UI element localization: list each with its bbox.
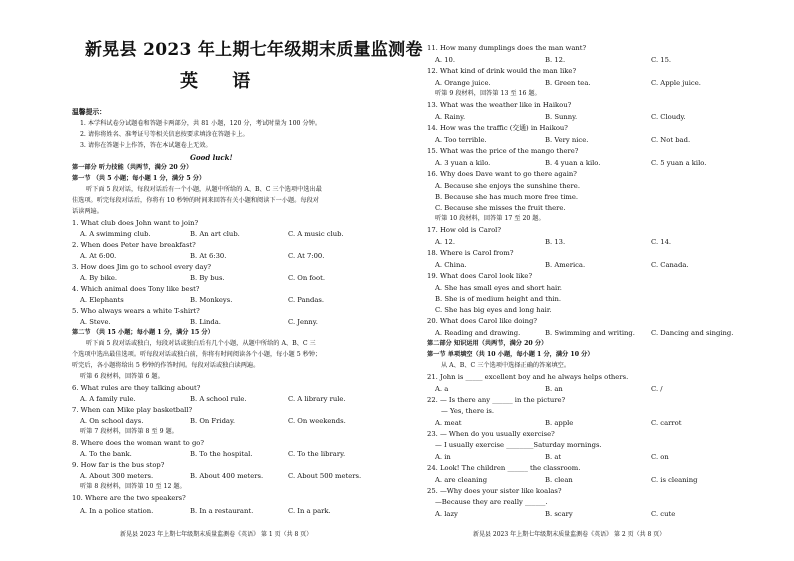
part1-sec1-intro: 佳选项。听完每段对话后，你将有 10 秒钟的时间来回答有关小题和阅读下一小题。每段对	[72, 197, 319, 204]
part1-sec2-heading: 第二节 （共 15 小题；每小题 1 分，满分 15 分）	[72, 329, 214, 336]
question: 20. What does Carol like doing?	[427, 317, 537, 325]
question: 16. Why does Dave want to go there again?	[427, 170, 577, 178]
option-c: C. carrot	[651, 419, 682, 427]
option-b: B. She is of medium height and thin.	[435, 295, 562, 303]
question: 12. What kind of drink would the man like?	[427, 67, 577, 75]
option-b: B. an	[545, 385, 563, 393]
option-a: A. Because she enjoys the sunshine there.	[435, 182, 580, 190]
notice-item: 3. 请你在答题卡上作答，答在本试题卷上无效。	[80, 142, 212, 149]
option-c: C. 14.	[651, 238, 672, 246]
option-a: A. A family rule.	[80, 395, 136, 403]
question: 24. Look! The children ______ the classroom.	[427, 464, 581, 472]
notice-item: 2. 请你将姓名、准考证号等相关信息按要求填涂在答题卡上。	[80, 131, 249, 138]
option-b: B. at	[545, 453, 562, 461]
option-b: B. Sunny.	[545, 113, 578, 121]
option-a: A. lazy	[435, 510, 458, 518]
option-a: A. 3 yuan a kilo.	[435, 159, 491, 167]
option-c: C. cute	[651, 510, 676, 518]
question: 25. —Why does your sister like koalas?	[427, 487, 562, 495]
option-b: B. 13.	[545, 238, 566, 246]
question: 1. What club does John want to join?	[72, 219, 199, 227]
option-a: A. meat	[435, 419, 462, 427]
question-line: — Yes, there is.	[441, 407, 495, 415]
part1-sec2-intro: 听完后，各小题将给出 5 秒钟的作答时间。每段对话或独白读两遍。	[72, 362, 260, 369]
option-a: A. Reading and drawing.	[435, 329, 521, 337]
option-c: C. To the library.	[288, 450, 346, 458]
question: 6. What rules are they talking about?	[72, 384, 201, 392]
part1-heading: 第一部分 听力技能（共两节，满分 20 分）	[72, 164, 193, 171]
part1-sec1-intro: 话读两遍。	[72, 208, 103, 215]
option-a: A. a	[435, 385, 449, 393]
option-a: A. At 6:00.	[80, 252, 117, 260]
option-c: C. is cleaning	[651, 476, 698, 484]
listening-instruction: 听第 6 段材料，回答第 6 题。	[80, 373, 164, 380]
question: 11. How many dumplings does the man want?	[427, 44, 587, 52]
question: 3. How does Jim go to school every day?	[72, 263, 212, 271]
part1-sec2-intro: 听下面 5 段对话或独白，每段对话或独白后有几个小题，从题中所给的 A、B、C 三	[86, 340, 316, 347]
option-b: B. About 400 meters.	[190, 472, 264, 480]
option-b: B. Very nice.	[545, 136, 589, 144]
option-c: C. Pandas.	[288, 296, 325, 304]
option-a: A. Orange juice.	[435, 79, 491, 87]
good-luck: Good luck!	[190, 153, 233, 162]
part1-sec2-intro: 个选项中选出最佳选项。听每段对话或独白前，你将有时间阅读各个小题，每小题 5 秒钟；	[72, 351, 322, 358]
option-b: B. apple	[545, 419, 574, 427]
notice-heading: 温馨提示：	[72, 108, 106, 116]
question: 18. Where is Carol from?	[427, 249, 514, 257]
option-c: C. Cloudy.	[651, 113, 686, 121]
option-b: B. Because she has much more free time.	[435, 193, 579, 201]
option-b: B. 4 yuan a kilo.	[545, 159, 601, 167]
option-b: B. clean	[545, 476, 573, 484]
question: 2. When does Peter have breakfast?	[72, 241, 196, 249]
question: 8. Where does the woman want to go?	[72, 439, 205, 447]
question: 13. What was the weather like in Haikou?	[427, 101, 572, 109]
question: 7. When can Mike play basketball?	[72, 406, 193, 414]
page-title: 新晃县 2023 年上期七年级期末质量监测卷	[85, 40, 423, 60]
option-b: B. At 6:30.	[190, 252, 227, 260]
notice-item: 1. 本学科试卷分试题卷和答题卡两部分，共 81 小题，120 分，考试时量为 100 分钟。	[80, 120, 322, 127]
option-a: A. 12.	[435, 238, 456, 246]
option-c: C. Canada.	[651, 261, 689, 269]
option-a: A. are cleaning	[435, 476, 488, 484]
option-a: A. Too terrible.	[435, 136, 487, 144]
option-a: A. On school days.	[80, 417, 144, 425]
option-c: C. A music club.	[288, 230, 344, 238]
option-a: A. By bike.	[80, 274, 118, 282]
option-a: A. in	[435, 453, 451, 461]
part1-sec1-heading: 第一节 （共 5 小题；每小题 1 分，满分 5 分）	[72, 175, 206, 182]
option-b: B. Green tea.	[545, 79, 591, 87]
option-c: C. A library rule.	[288, 395, 346, 403]
option-b: B. On Friday.	[190, 417, 236, 425]
option-b: B. An art club.	[190, 230, 240, 238]
question: 4. Which animal does Tony like best?	[72, 285, 200, 293]
option-a: A. China.	[435, 261, 467, 269]
question-line: — I usually exercise ________Saturday mornings.	[435, 441, 602, 449]
option-c: C. on	[651, 453, 669, 461]
option-c: C. She has big eyes and long hair.	[435, 306, 552, 314]
question: 9. How far is the bus stop?	[72, 461, 165, 469]
option-a: A. In a police station.	[80, 507, 154, 515]
option-c: C. Not bad.	[651, 136, 691, 144]
option-a: A. 10.	[435, 56, 456, 64]
question: 22. — Is there any ______ in the picture?	[427, 396, 566, 404]
question-line: —Because they are really ______.	[435, 498, 548, 506]
option-c: C. Apple juice.	[651, 79, 701, 87]
option-c: C. 15.	[651, 56, 672, 64]
option-a: A. About 300 meters.	[80, 472, 154, 480]
option-c: C. Jenny.	[288, 318, 318, 326]
question: 5. Who always wears a white T-shirt?	[72, 307, 200, 315]
page-footer: 新晃县 2023 年上期七年级期末质量监测卷《英语》 第 1 页（共 8 页）	[120, 531, 313, 538]
option-b: B. Swimming and writing.	[545, 329, 635, 337]
page-right	[397, 0, 794, 561]
listening-instruction: 听第 7 段材料，回答第 8 至 9 题。	[80, 428, 178, 435]
part2-heading: 第二部分 知识运用（共两节，满分 20 分）	[427, 340, 548, 347]
question: 23. — When do you usually exercise?	[427, 430, 555, 438]
part1-sec1-intro: 听下面 5 段对话，每段对话后有一个小题，从题中所给的 A、B、C 三个选项中选出最	[86, 186, 322, 193]
option-a: A. A swimming club.	[80, 230, 151, 238]
option-c: C. Dancing and singing.	[651, 329, 734, 337]
question: 19. What does Carol look like?	[427, 272, 533, 280]
part2-sec1-heading: 第一节 单项填空（共 10 小题，每小题 1 分，满分 10 分）	[427, 351, 594, 358]
question: 14. How was the traffic (交通) in Haikou?	[427, 124, 568, 132]
listening-instruction: 听第 10 段材料，回答第 17 至 20 题。	[435, 215, 545, 222]
listening-instruction: 听第 9 段材料，回答第 13 至 16 题。	[435, 90, 541, 97]
subject-title: 英 语	[180, 71, 265, 92]
option-b: B. A school rule.	[190, 395, 247, 403]
option-c: C. /	[651, 385, 663, 393]
option-b: B. To the hospital.	[190, 450, 253, 458]
option-a: A. Steve.	[80, 318, 111, 326]
option-c: C. Because she misses the fruit there.	[435, 204, 566, 212]
listening-instruction: 听第 8 段材料，回答第 10 至 12 题。	[80, 483, 186, 490]
option-b: B. America.	[545, 261, 586, 269]
option-b: B. Linda.	[190, 318, 221, 326]
option-a: A. Rainy.	[435, 113, 466, 121]
question: 15. What was the price of the mango there?	[427, 147, 579, 155]
option-b: B. In a restaurant.	[190, 507, 254, 515]
option-b: B. 12.	[545, 56, 566, 64]
part2-sec1-intro: 从 A、B、C 三个选项中选择正确的答案填空。	[441, 362, 571, 369]
option-a: A. To the bank.	[80, 450, 132, 458]
page-footer: 新晃县 2023 年上期七年级期末质量监测卷《英语》 第 2 页（共 8 页）	[473, 531, 666, 538]
question: 21. John is _____ excellent boy and he always helps others.	[427, 373, 629, 381]
option-c: C. In a park.	[288, 507, 331, 515]
option-a: A. Elephants	[80, 296, 124, 304]
option-b: B. By bus.	[190, 274, 225, 282]
option-c: C. About 500 meters.	[288, 472, 362, 480]
question: 10. Where are the two speakers?	[72, 494, 186, 502]
option-a: A. She has small eyes and short hair.	[435, 284, 562, 292]
option-c: C. At 7:00.	[288, 252, 325, 260]
option-b: B. Monkeys.	[190, 296, 233, 304]
option-c: C. 5 yuan a kilo.	[651, 159, 707, 167]
question: 17. How old is Carol?	[427, 226, 501, 234]
option-c: C. On foot.	[288, 274, 325, 282]
option-c: C. On weekends.	[288, 417, 346, 425]
option-b: B. scary	[545, 510, 573, 518]
